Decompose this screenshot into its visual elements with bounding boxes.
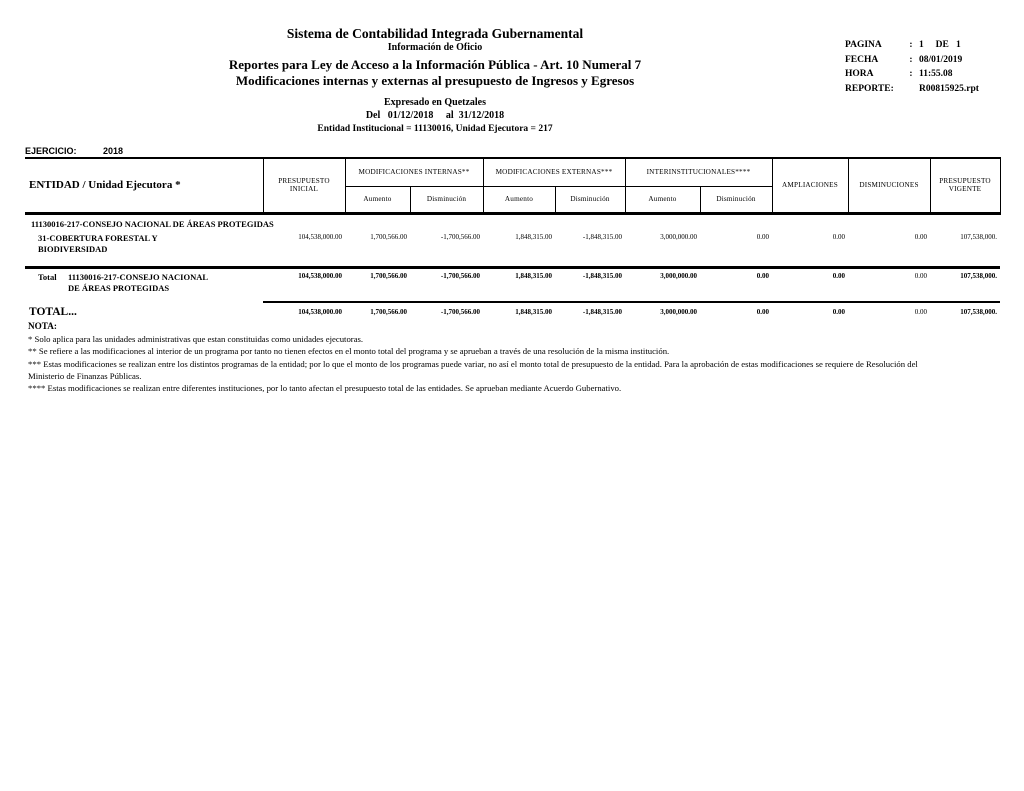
cell-disminuciones: 0.00	[848, 230, 930, 268]
grand-total-label: TOTAL...	[29, 305, 77, 318]
column-group-modificaciones-internas: MODIFICACIONES INTERNAS**	[345, 158, 483, 186]
grand-internas-aumento: 1,700,566.00	[370, 307, 407, 316]
total-ampliaciones: 0.00	[772, 268, 848, 302]
column-header-disminuciones: DISMINUCIONES	[848, 158, 930, 213]
grand-inter-disminucion: 0.00	[756, 307, 770, 316]
program-name-line2: BIODIVERSIDAD	[38, 243, 108, 254]
column-header-presupuesto-vigente: PRESUPUESTO VIGENTE	[930, 158, 1000, 213]
pagina-value: 1 DE 1	[919, 40, 961, 50]
fecha-colon: :	[909, 54, 913, 65]
cell-ampliaciones: 0.00	[772, 230, 848, 268]
pagina-label: PAGINA	[845, 40, 882, 50]
fecha-value: 08/01/2019	[919, 54, 963, 65]
entity-group-row	[25, 213, 1000, 230]
entity-total-name-line2: DE ÁREAS PROTEGIDAS	[68, 283, 170, 293]
cell-internas-aumento: 1,700,566.00	[345, 230, 410, 268]
grand-presupuesto-vigente: 107,538,000.	[960, 307, 998, 316]
cell-presupuesto-inicial: 104,538,000.00	[263, 230, 345, 268]
reporte-value: R00815925.rpt	[919, 83, 979, 94]
note-line-4: **** Estas modificaciones se realizan entre diferentes instituciones, por lo tanto afectan el presupuesto total de las entidades. Se aprueban mediante Acuerdo Gubernativo.	[28, 383, 622, 394]
grand-externas-disminucion: -1,848,315.00	[582, 307, 622, 316]
entity-total-label: Total	[38, 272, 57, 282]
subheader-inter-disminucion: Disminución	[700, 186, 772, 213]
subheader-externas-disminucion: Disminución	[555, 186, 625, 213]
ejercicio-value: 2018	[103, 146, 124, 156]
nota-title: NOTA:	[28, 321, 57, 331]
hora-value: 11:55.08	[919, 69, 953, 79]
entity-institutional-line: Entidad Institucional = 11130016, Unidad Ejecutora = 217	[317, 124, 553, 134]
entity-total-name-line1: 11130016-217-CONSEJO NACIONAL	[68, 272, 209, 282]
grand-externas-aumento: 1,848,315.00	[515, 307, 552, 316]
grand-ampliaciones: 0.00	[832, 307, 846, 316]
report-meta	[845, 38, 1023, 96]
note-line-2: ** Se refiere a las modificaciones al interior de un programa por tanto no tienen efectos en el monto total del programa y se aprueban a través de una resolución de la misma institución.	[28, 346, 670, 357]
total-inter-aumento: 3,000,000.00	[625, 268, 700, 302]
column-group-interinstitucionales: INTERINSTITUCIONALES****	[625, 158, 772, 186]
period-range: Del 01/12/2018 al 31/12/2018	[365, 110, 505, 121]
column-group-modificaciones-externas: MODIFICACIONES EXTERNAS***	[483, 158, 625, 186]
report-title: Sistema de Contabilidad Integrada Gubernamental	[286, 26, 584, 41]
program-name-cell	[25, 230, 263, 268]
meta-fecha	[845, 53, 1023, 68]
column-header-presupuesto-inicial: PRESUPUESTO INICIAL	[263, 158, 345, 213]
meta-reporte	[845, 82, 1023, 97]
report-subtitle: Información de Oficio	[387, 42, 483, 53]
footnotes	[28, 320, 928, 394]
grand-presupuesto-inicial: 104,538,000.00	[298, 307, 342, 316]
fecha-label: FECHA	[845, 54, 879, 65]
total-externas-disminucion: -1,848,315.00	[555, 268, 625, 302]
note-line-3: *** Estas modificaciones se realizan entre los distintos programas de la entidad; por lo que el monto de los programas puede variar, no así el monto total de presupuesto de la entidad. Para la aprobación de estas modificaciones se requiere de Resolución del Ministerio de Finanzas Públicas.	[28, 358, 918, 381]
ejercicio-label: EJERCICIO:	[25, 146, 77, 156]
total-internas-aumento: 1,700,566.00	[345, 268, 410, 302]
total-externas-aumento: 1,848,315.00	[483, 268, 555, 302]
budget-modifications-table	[25, 157, 1001, 326]
total-presupuesto-inicial: 104,538,000.00	[263, 268, 345, 302]
report-header	[110, 26, 760, 136]
report-law-line: Reportes para Ley de Acceso a la Información Pública - Art. 10 Numeral 7	[228, 57, 642, 72]
entity-total-name-cell	[25, 268, 263, 302]
subheader-internas-aumento: Aumento	[345, 186, 410, 213]
subheader-inter-aumento: Aumento	[625, 186, 700, 213]
note-line-1: * Solo aplica para las unidades administrativas que estan constituidas como unidades ejecutoras.	[28, 334, 364, 345]
cell-inter-aumento: 3,000,000.00	[625, 230, 700, 268]
currency-note: Expresado en Quetzales	[383, 97, 487, 108]
ejercicio-line	[25, 146, 123, 156]
hora-label: HORA	[845, 69, 874, 79]
table-row-program	[25, 230, 1000, 268]
column-header-entidad: ENTIDAD / Unidad Ejecutora *	[25, 158, 263, 213]
cell-externas-aumento: 1,848,315.00	[483, 230, 555, 268]
table-row-entity-total	[25, 268, 1000, 302]
column-header-ampliaciones: AMPLIACIONES	[772, 158, 848, 213]
reporte-label: REPORTE:	[845, 83, 894, 94]
cell-internas-disminucion: -1,700,566.00	[410, 230, 483, 268]
subheader-internas-disminucion: Disminución	[410, 186, 483, 213]
grand-disminuciones: 0.00	[914, 307, 928, 316]
program-name-line1: 31-COBERTURA FORESTAL Y	[38, 232, 158, 243]
total-internas-disminucion: -1,700,566.00	[410, 268, 483, 302]
reporte-colon	[903, 82, 919, 97]
grand-internas-disminucion: -1,700,566.00	[440, 307, 480, 316]
meta-pagina	[845, 38, 1023, 53]
pagina-colon: :	[909, 40, 913, 50]
cell-inter-disminucion: 0.00	[700, 230, 772, 268]
report-modifications-line: Modificaciones internas y externas al presupuesto de Ingresos y Egresos	[235, 73, 635, 88]
total-inter-disminucion: 0.00	[700, 268, 772, 302]
subheader-externas-aumento: Aumento	[483, 186, 555, 213]
total-presupuesto-vigente: 107,538,000.	[930, 268, 1000, 302]
cell-presupuesto-vigente: 107,538,000.	[930, 230, 1000, 268]
cell-externas-disminucion: -1,848,315.00	[555, 230, 625, 268]
total-disminuciones: 0.00	[848, 268, 930, 302]
entity-group-label: 11130016-217-CONSEJO NACIONAL DE ÁREAS PROTEGIDAS	[31, 218, 274, 229]
meta-hora	[845, 67, 1023, 82]
grand-inter-aumento: 3,000,000.00	[660, 307, 697, 316]
hora-colon: :	[909, 69, 913, 79]
